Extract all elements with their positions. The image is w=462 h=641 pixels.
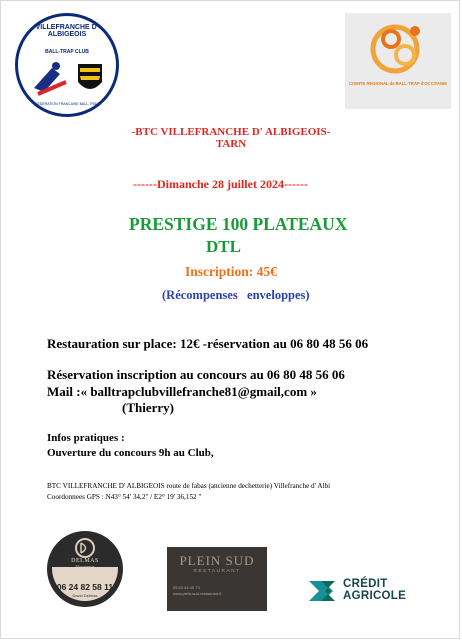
delmas-phone: 06 24 82 58 11 bbox=[56, 582, 114, 592]
club-logo-subtitle: BALL-TRAP CLUB bbox=[45, 49, 89, 55]
sponsor-credit-agricole-logo bbox=[307, 575, 427, 607]
club-heading bbox=[101, 126, 361, 150]
credit-agricole-line2: AGRICOLE bbox=[343, 590, 407, 602]
contact-email: Mail :« balltrapclubvillefranche81@gmail,com » bbox=[47, 384, 317, 399]
credit-agricole-line1: CRÉDIT bbox=[343, 578, 388, 590]
credit-agricole-emblem-icon bbox=[307, 577, 339, 605]
contact-name: (Thierry) bbox=[122, 400, 174, 415]
event-rewards: (Récompenses enveloppes) bbox=[162, 288, 310, 302]
club-department: TARN bbox=[215, 138, 247, 150]
plein-sud-website: www.plein-sud-restaurant.fr bbox=[173, 591, 222, 596]
sponsor-plein-sud-logo bbox=[167, 547, 267, 611]
infos-opening: Ouverture du concours 9h au Club, bbox=[47, 447, 214, 459]
plein-sud-phone: 05 63 44 49 73 bbox=[173, 585, 200, 590]
infos-heading: Infos pratiques : bbox=[47, 432, 125, 444]
committee-logo-caption: COMITE REGIONAL de BALL-TRAP d'OCCITANIE bbox=[349, 81, 448, 86]
delmas-person: David Delmas bbox=[72, 593, 98, 598]
infos-address: BTC VILLEFRANCHE D' ALBIGEOIS route de fabas (ancienne dechetterie) Villefranche d' Albi bbox=[47, 482, 331, 490]
restauration-info: Restauration sur place: 12€ -réservation au 06 80 48 56 06 bbox=[47, 336, 369, 351]
plein-sud-subtitle: RESTAURANT bbox=[193, 569, 241, 574]
infos-gps: Coordonnees GPS : N43° 54' 34,2" / E2° 19' 36,152 " bbox=[47, 493, 202, 501]
credit-agricole-name bbox=[343, 578, 406, 602]
plein-sud-contact bbox=[173, 585, 222, 597]
delmas-brand: DELMAS bbox=[71, 558, 99, 564]
reservation-info: Réservation inscription au concours au 06 80 48 56 06 bbox=[47, 367, 345, 382]
club-logo bbox=[15, 13, 119, 117]
event-inscription: Inscription: 45€ bbox=[185, 264, 277, 279]
event-discipline: DTL bbox=[206, 237, 241, 256]
event-date: ------Dimanche 28 juillet 2024------ bbox=[133, 177, 308, 191]
delmas-emblem-icon bbox=[73, 537, 97, 559]
delmas-info-panel bbox=[52, 567, 118, 601]
club-logo-bottom-text: FEDERATION FRANCAISE BALL-TRAP bbox=[35, 102, 99, 106]
sponsor-delmas-logo bbox=[47, 531, 123, 607]
club-logo-emblem-icon bbox=[30, 58, 110, 100]
club-logo-ring-text: VILLEFRANCHE D' ALBIGEOIS bbox=[35, 24, 99, 38]
committee-logo bbox=[345, 13, 451, 109]
committee-logo-emblem-icon bbox=[367, 19, 429, 81]
plein-sud-brand: PLEIN SUD bbox=[179, 553, 255, 568]
club-name: -BTC VILLEFRANCHE D' ALBIGEOIS- bbox=[131, 126, 331, 138]
event-title: PRESTIGE 100 PLATEAUX bbox=[129, 214, 348, 234]
